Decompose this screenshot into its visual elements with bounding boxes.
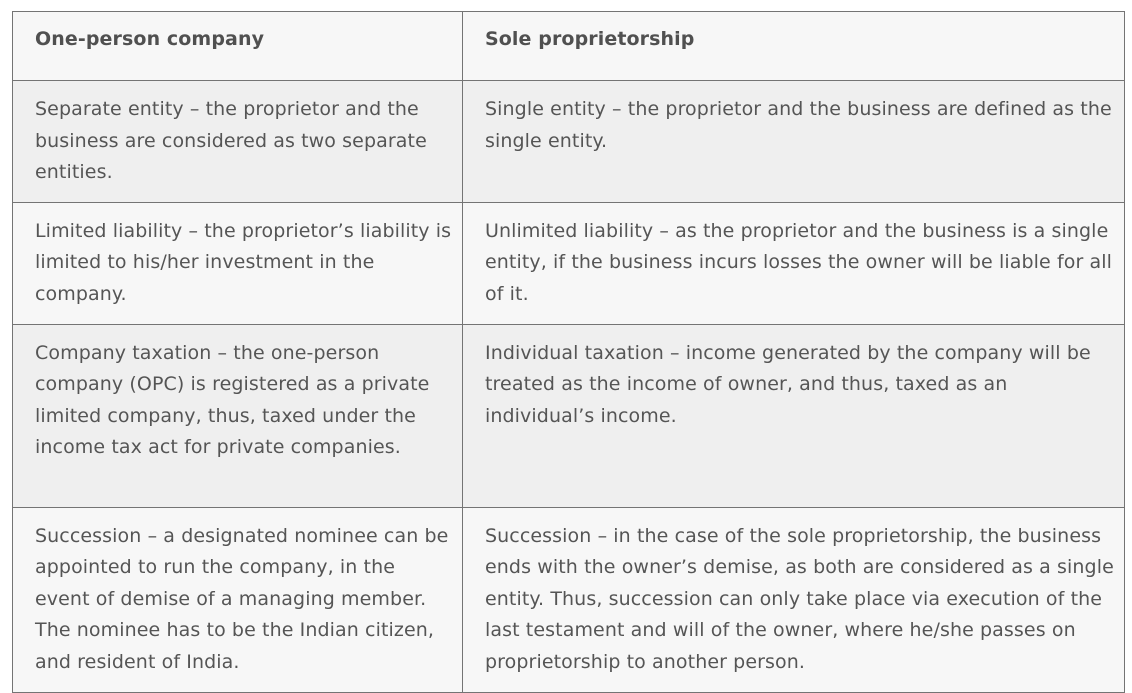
comparison-table <box>12 11 1125 693</box>
header-sole-proprietorship: Sole proprietorship <box>463 12 1125 81</box>
cell-opc-liability: Limited liability – the proprietor’s liability is limited to his/her investment in the company. <box>13 202 463 324</box>
cell-opc-entity: Separate entity – the proprietor and the business are considered as two separate entities. <box>13 81 463 203</box>
header-one-person-company: One-person company <box>13 12 463 81</box>
cell-sole-entity: Single entity – the proprietor and the business are defined as the single entity. <box>463 81 1125 203</box>
cell-sole-liability: Unlimited liability – as the proprietor and the business is a single entity, if the business incurs losses the owner will be liable for all of it. <box>463 202 1125 324</box>
table-row-taxation <box>13 324 1125 507</box>
table-header-row <box>13 12 1125 81</box>
table-row-liability <box>13 202 1125 324</box>
cell-opc-succession: Succession – a designated nominee can be appointed to run the company, in the event of demise of a managing member. The nominee has to be the Indian citizen, and resident of India. <box>13 507 463 692</box>
table-row-succession <box>13 507 1125 692</box>
cell-sole-taxation: Individual taxation – income generated by the company will be treated as the income of owner, and thus, taxed as an individual’s income. <box>463 324 1125 507</box>
cell-opc-taxation: Company taxation – the one-person company (OPC) is registered as a private limited company, thus, taxed under the income tax act for private companies. <box>13 324 463 507</box>
table-row-entity <box>13 81 1125 203</box>
cell-sole-succession: Succession – in the case of the sole proprietorship, the business ends with the owner’s demise, as both are considered as a single entity. Thus, succession can only take place via execution of the last testament and will of the owner, where he/she passes on proprietorship to another person. <box>463 507 1125 692</box>
